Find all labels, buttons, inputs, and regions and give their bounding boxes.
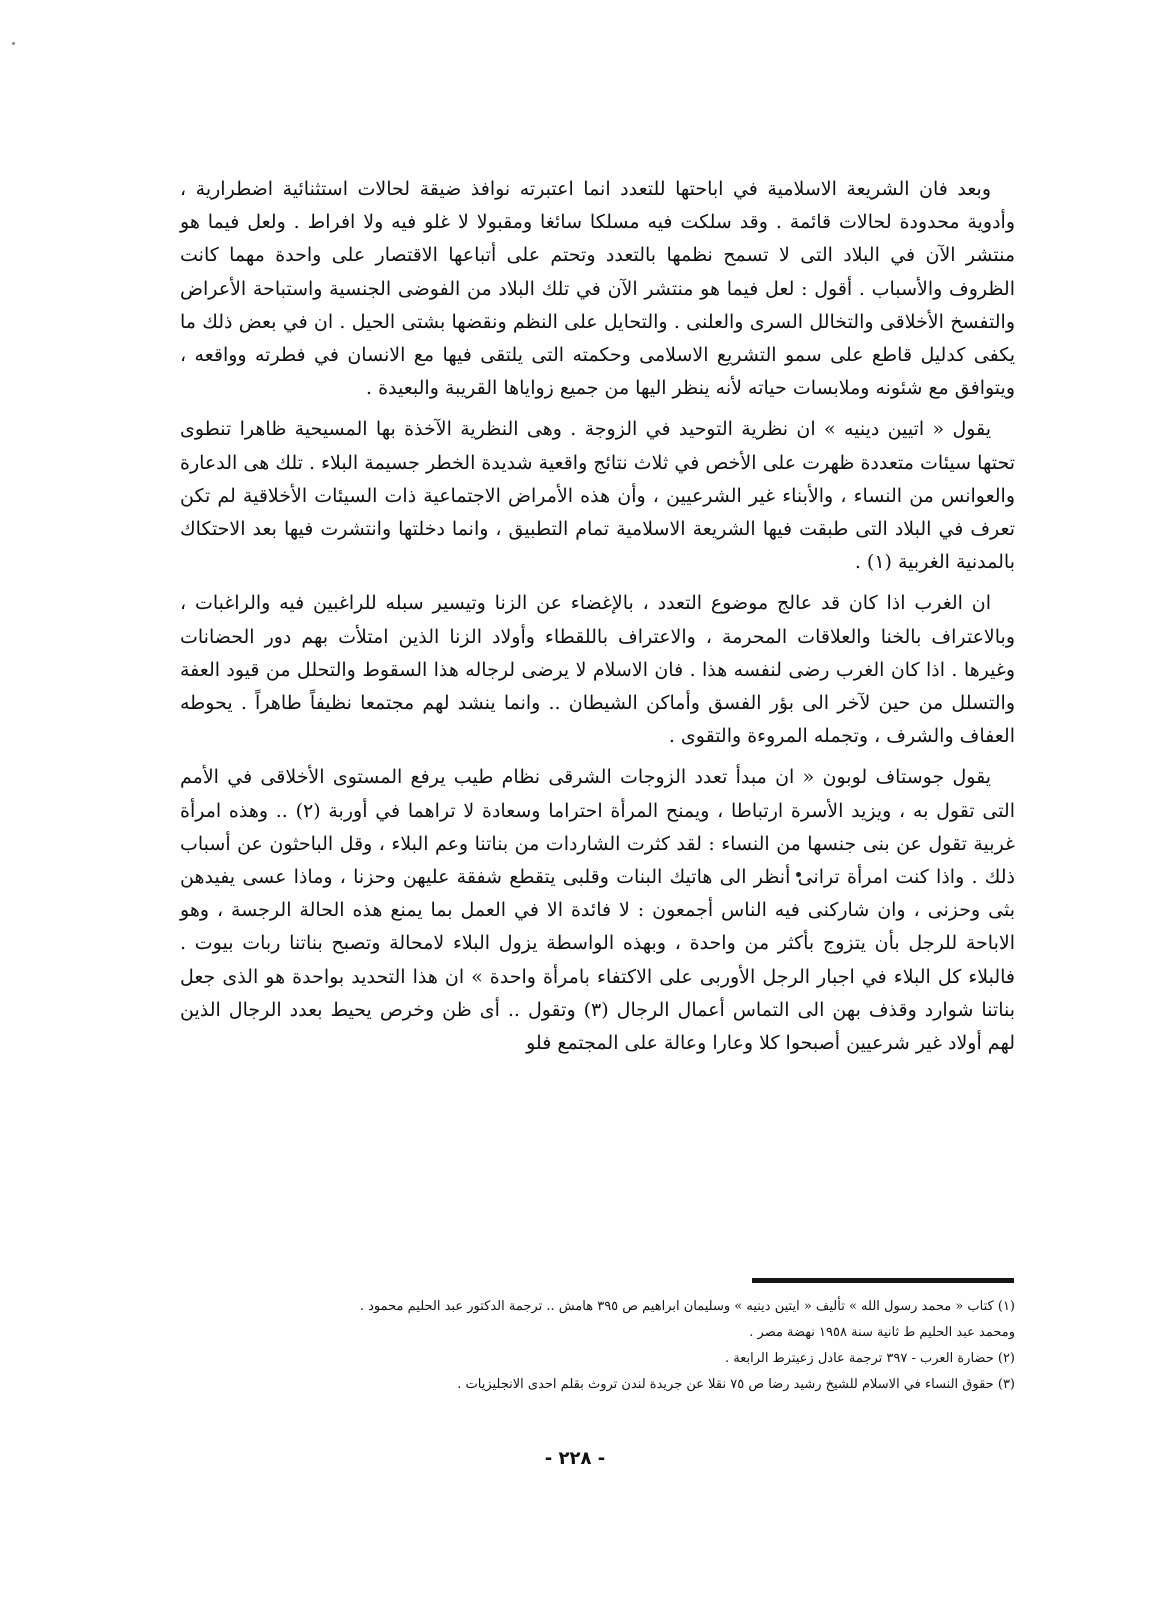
main-text xyxy=(180,173,1015,1060)
paragraph: يقول « اتيين دينيه » ان نظرية التوحيد في الزوجة . وهى النظرية الآخذة بها المسيحية ظاهرا تنطوى تحتها سيئات متعددة ظهرت على الأخص في ثلاث نتائج واقعية شديدة الخطر جسيمة البلاء . تلك هى الدعارة والعوانس من النساء ، والأبناء غير الشرعيين ، وأن هذه الأمراض الاجتماعية ذات السيئات الأخلاقية لم تكن تعرف في البلاد التى طبقت فيها الشريعة الاسلامية تمام التطبيق ، وانما دخلتها وانتشرت فيها بعد الاحتكاك بالمدنية الغربية (١) . xyxy=(180,418,1015,574)
footnote: ومحمد عبد الحليم ط ثانية سنة ١٩٥٨ نهضة مصر . xyxy=(749,1325,1015,1340)
page-number: - ٢٢٨ - xyxy=(544,1448,606,1469)
footnote: (٢) حضارة العرب - ٣٩٧ ترجمة عادل زعيترط الرابعة . xyxy=(725,1351,1015,1366)
footnote: (١) كتاب « محمد رسول الله » تأليف « ايتين دينيه » وسليمان ابراهيم ص ٣٩٥ هامش .. ترجمة الدكتور عبد الحليم محمود . xyxy=(359,1299,1015,1314)
scan-speck xyxy=(12,42,15,45)
footnote-divider xyxy=(752,1278,1014,1283)
footnotes xyxy=(200,1294,1015,1398)
paragraph: وبعد فان الشريعة الاسلامية في اباحتها للتعدد انما اعتبرته نوافذ ضيقة لحالات استثنائية اضطرارية ، وأدوية محدودة لحالات قائمة . وقد سلكت فيه مسلكا سائغا ومقبولا لا غلو فيه ولا افراط . ولعل فيما هو منتشر الآن في البلاد التى لا تسمح نظمها بالتعدد وتحتم على أتباعها الاقتصار على واحدة مهما كانت الظروف والأسباب . أقول : لعل فيما هو منتشر الآن في تلك البلاد من الفوضى الجنسية واستباحة الأعراض والتفسخ الأخلاقى والتخالل السرى والعلنى . والتحايل على النظم ونقضها بشتى الحيل . ان في بعض ذلك ما يكفى كدليل قاطع على سمو التشريع الاسلامى وحكمته التى يلتقى فيها مع الانسان في فطرته وواقعه ، ويتوافق مع شئونه وملابسات حياته لأنه ينظر اليها من جميع زواياها القريبة والبعيدة . xyxy=(180,178,1015,400)
paragraph: يقول جوستاف لوبون « ان مبدأ تعدد الزوجات الشرقى نظام طيب يرفع المستوى الأخلاقى في الأمم التى تقول به ، ويزيد الأسرة ارتباطا ، ويمنح المرأة احتراما وسعادة لا تراهما في أوربة (٢) .. وهذه امرأة غربية تقول عن بنى جنسها من النساء : لقد كثرت الشاردات من بناتنا وعم البلاء ، وقل الباحثون عن أسباب ذلك . واذا كنت امرأة ترانى أنظر الى هاتيك البنات وقلبى يتقطع شفقة عليهن وحزنا ، وماذا عسى يفيدهن بثى وحزنى ، وان شاركنى فيه الناس أجمعون : لا فائدة الا في العمل بما يمنع هذه الحالة الرجسة ، وهو الاباحة للرجل بأن يتزوج بأكثر من واحدة ، وبهذه الواسطة يزول البلاء لامحالة وتصبح بناتنا ربات بيوت . فالبلاء كل البلاء في اجبار الرجل الأوربى على الاكتفاء بامرأة واحدة » ان هذا التحديد بواحدة هو الذى جعل بناتنا شوارد وقذف بهن الى التماس أعمال الرجال (٣) وتقول .. أى ظن وخرص يحيط بعدد الرجال الذين لهم أولاد غير شرعيين أصبحوا كلا وعارا وعالة على المجتمع فلو xyxy=(180,766,1016,1055)
footnote: (٣) حقوق النساء في الاسلام للشيخ رشيد رضا ص ٧٥ نقلا عن جريدة لندن تروث بقلم احدى الانجليزيات . xyxy=(457,1377,1015,1392)
paragraph: ان الغرب اذا كان قد عالج موضوع التعدد ، بالإغضاء عن الزنا وتيسير سبله للراغبين فيه والراغبات ، وبالاعتراف بالخنا والعلاقات المحرمة ، والاعتراف باللقطاء وأولاد الزنا الذين امتلأت بهم دور الحضانات وغيرها . اذا كان الغرب رضى لنفسه هذا . فان الاسلام لا يرضى لرجاله هذا السقوط والتحلل من قيود العفة والتسلل من حين لآخر الى بؤر الفسق وأماكن الشيطان .. وانما ينشد لهم مجتمعا نظيفاً طاهراً . يحوطه العفاف والشرف ، وتجمله المروءة والتقوى . xyxy=(180,592,1015,748)
